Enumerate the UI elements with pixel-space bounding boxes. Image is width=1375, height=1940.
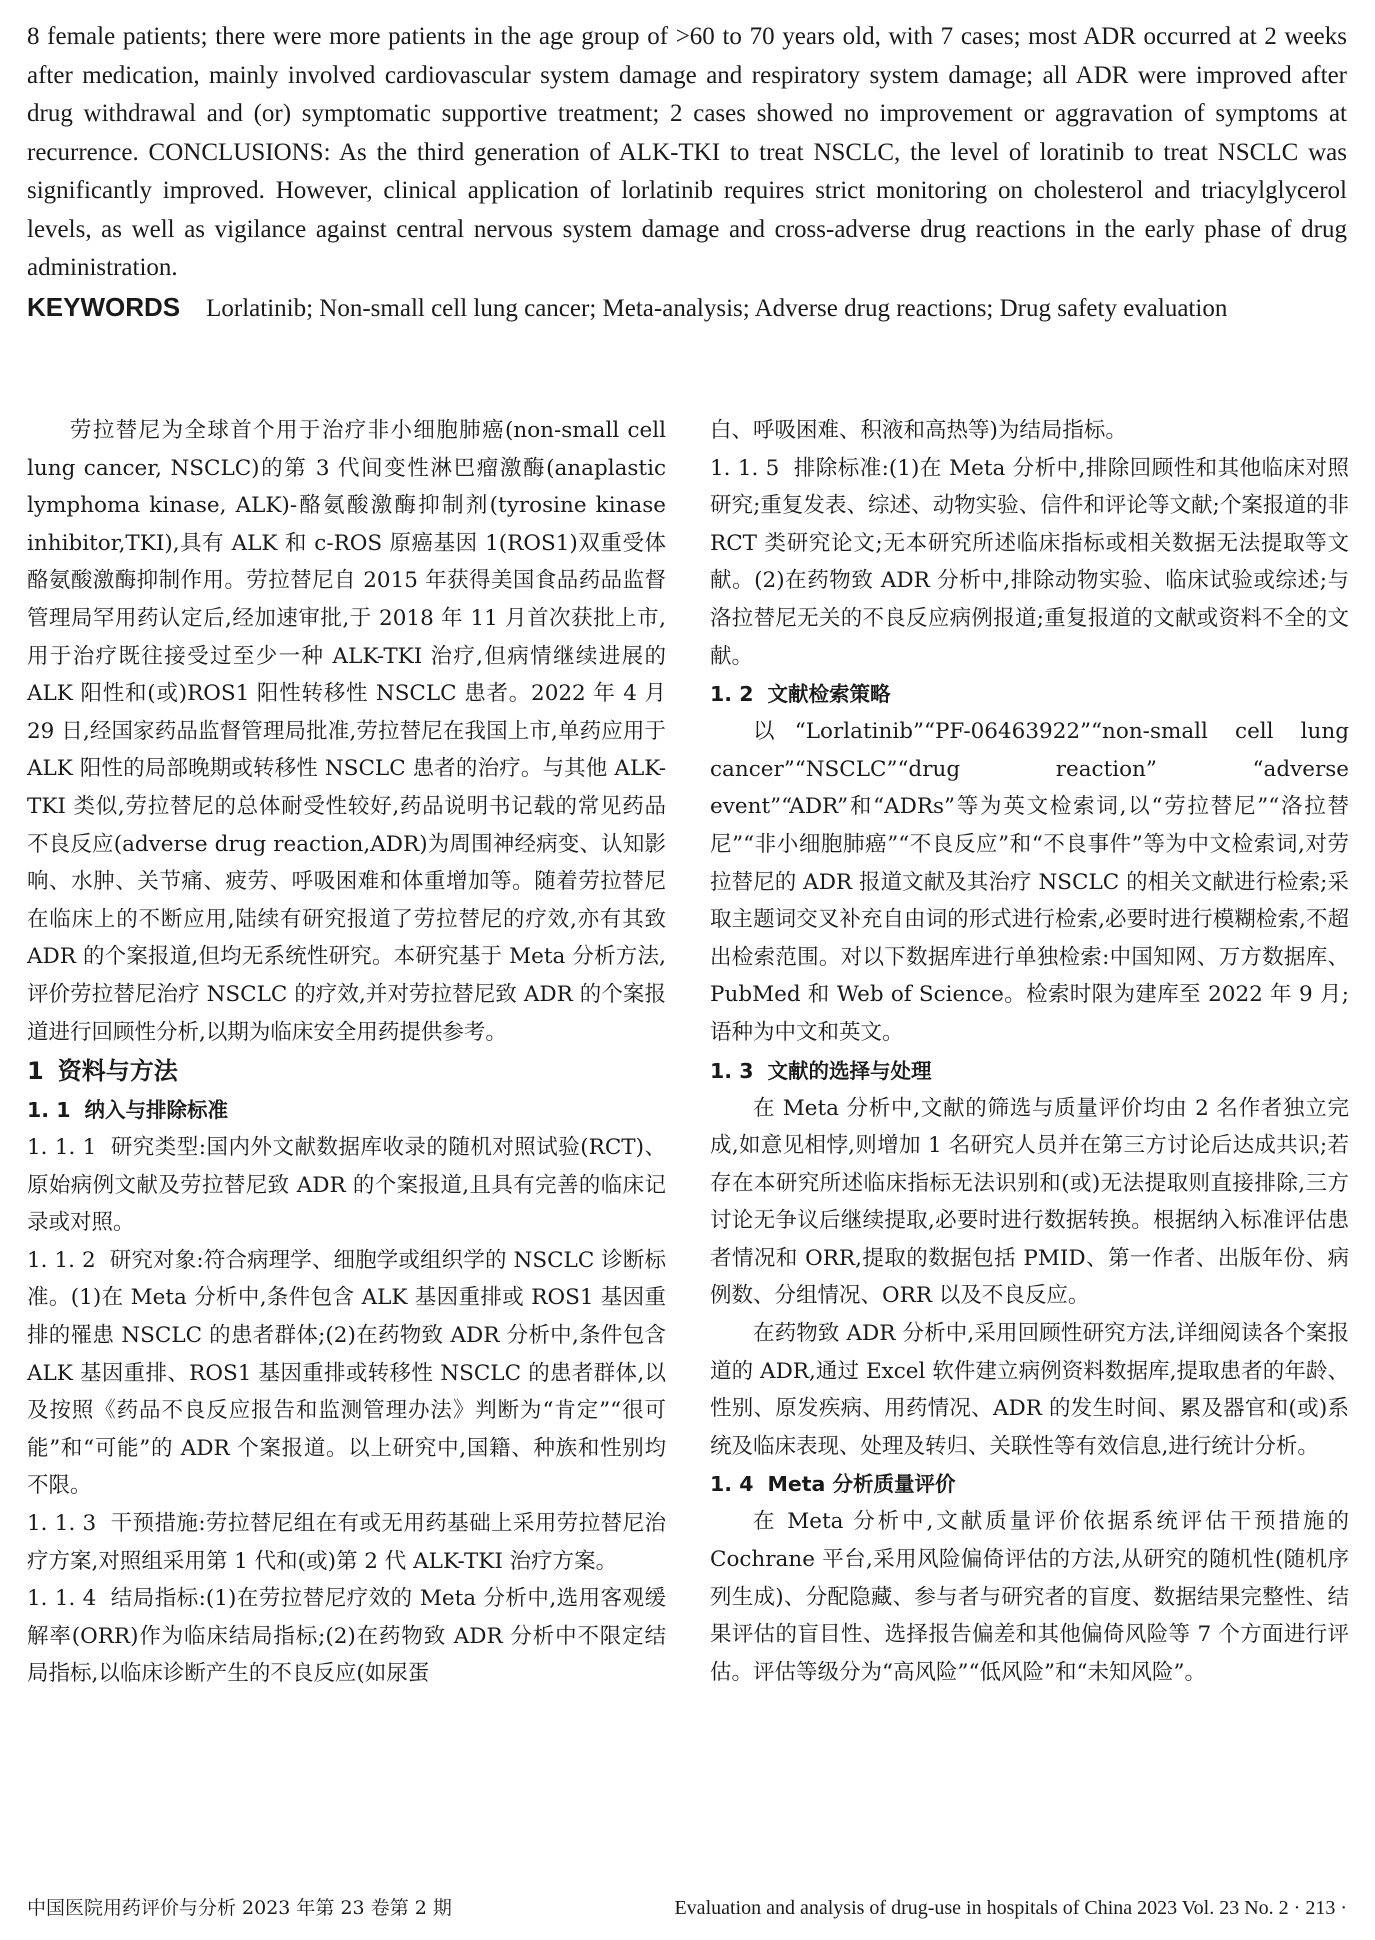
section-1-3-paragraph-1: 在 Meta 分析中,文献的筛选与质量评价均由 2 名作者独立完成,如意见相悖,则增加 1 名研究人员并在第三方讨论后达成共识;若存在本研究所述临床指标无法识别和(或)无法提取则直接排除,三方讨论无争议后继续提取,必要时进行数据转换。根据纳入标准评估患者情况和 ORR,提取的数据包括 PMID、第一作者、出版年份、病例数、分组情况、ORR 以及不良反应。 xyxy=(710,1095,1349,1309)
keywords-line xyxy=(27,288,1347,329)
paragraph-1-1-2 xyxy=(27,1242,666,1505)
footer-journal-english: Evaluation and analysis of drug-use in hospitals of China 2023 Vol. 23 No. 2 · 213 · xyxy=(674,1897,1347,1919)
section-1-2-text: 以“Lorlatinib”“PF-06463922”“non-small cell lung cancer”“NSCLC”“drug reaction” “adverse event”“ADR”和“ADRs”等为英文检索词,以“劳拉替尼”“洛拉替尼”“非小细胞肺癌”“不良反应”和“不良事件”等为中文检索词,对劳拉替尼的 ADR 报道文献及其治疗 NSCLC 的相关文献进行检索;采取主题词交叉补充自由词的形式进行检索,必要时进行模糊检索,不超出检索范围。对以下数据库进行单独检索:中国知网、万方数据库、PubMed 和 Web of Science。检索时限为建库至 2022 年 9 月;语种为中文和英文。 xyxy=(710,719,1349,1045)
right-column xyxy=(710,412,1349,1691)
section-1-1-heading xyxy=(27,1091,666,1129)
paragraph-1-1-1 xyxy=(27,1129,666,1242)
section-1-1-5-text: 排除标准:(1)在 Meta 分析中,排除回顾性和其他临床对照研究;重复发表、综述、动物实验、信件和评论等文献;个案报道的非 RCT 类研究论文;无本研究所述临床指标或相关数据无法提取等文献。(2)在药物致 ADR 分析中,排除动物实验、临床试验或综述;与洛拉替尼无关的不良反应病例报道;重复报道的文献或资料不全的文献。 xyxy=(710,455,1350,669)
keywords-text: Lorlatinib; Non-small cell lung cancer; Meta-analysis; Adverse drug reactions; Drug safety evaluation xyxy=(206,294,1228,322)
continued-paragraph: 白、呼吸困难、积液和高热等)为结局指标。 xyxy=(710,418,1127,443)
section-1-3-paragraph-2: 在药物致 ADR 分析中,采用回顾性研究方法,详细阅读各个案报道的 ADR,通过 Excel 软件建立病例资料数据库,提取患者的年龄、性别、原发疾病、用药情况、ADR 的发生时间、累及器官和(或)系统及临床表现、处理及转归、关联性等有效信息,进行统计分析。 xyxy=(710,1321,1349,1459)
keywords-label: KEYWORDS xyxy=(27,291,181,322)
section-1-1-title: 纳入与排除标准 xyxy=(84,1098,228,1123)
section-1-1-3-number: 1. 1. 3 xyxy=(27,1511,97,1537)
section-1-1-3-text: 干预措施:劳拉替尼组在有或无用药基础上采用劳拉替尼治疗方案,对照组采用第 1 代和(或)第 2 代 ALK-TKI 治疗方案。 xyxy=(27,1511,667,1574)
section-1-3-number: 1. 3 xyxy=(710,1058,754,1083)
section-1-1-4-number: 1. 1. 4 xyxy=(27,1586,97,1612)
section-1-1-2-number: 1. 1. 2 xyxy=(27,1247,96,1273)
section-1-heading xyxy=(27,1051,666,1091)
section-1-4-title: Meta 分析质量评价 xyxy=(767,1472,956,1497)
section-1-4-heading xyxy=(710,1465,1349,1503)
english-abstract xyxy=(27,18,1347,328)
section-1-1-number: 1. 1 xyxy=(27,1098,71,1123)
section-1-2-heading xyxy=(710,675,1349,713)
section-1-1-1-text: 研究类型:国内外文献数据库收录的随机对照试验(RCT)、原始病例文献及劳拉替尼致 ADR 的个案报道,且具有完善的临床记录或对照。 xyxy=(27,1135,666,1236)
section-1-4-text: 在 Meta 分析中,文献质量评价依据系统评估干预措施的 Cochrane 平台,采用风险偏倚评估的方法,从研究的随机性(随机序列生成)、分配隐藏、参与者与研究者的盲度、数据结果完整性、结果评估的盲目性、选择报告偏差和其他偏倚风险等 7 个方面进行评估。评估等级分为“高风险”“低风险”和“未知风险”。 xyxy=(710,1509,1349,1685)
section-1-1-1-number: 1. 1. 1 xyxy=(27,1135,97,1161)
section-1-1-2-text: 研究对象:符合病理学、细胞学或组织学的 NSCLC 诊断标准。(1)在 Meta 分析中,条件包含 ALK 基因重排或 ROS1 基因重排的罹患 NSCLC 的患者群体;(2)在药物致 ADR 分析中,条件包含 ALK 基因重排、ROS1 基因重排或转移性 NSCLC 的患者群体,以及按照《药品不良反应报告和监测管理办法》判断为“肯定”“很可能”和“可能”的 ADR 个案报道。以上研究中,国籍、种族和性别均不限。 xyxy=(27,1247,667,1499)
section-1-1-5-number: 1. 1. 5 xyxy=(710,455,780,481)
paragraph-1-1-5 xyxy=(710,450,1349,676)
intro-paragraph: 劳拉替尼为全球首个用于治疗非小细胞肺癌(non-small cell lung cancer, NSCLC)的第 3 代间变性淋巴瘤激酶(anaplastic lymphoma kinase, ALK)-酪氨酸激酶抑制剂(tyrosine kinase inhibitor,TKI),具有 ALK 和 c-ROS 原癌基因 1(ROS1)双重受体酪氨酸激酶抑制作用。劳拉替尼自 2015 年获得美国食品药品监督管理局罕用药认定后,经加速审批,于 2018 年 11 月首次获批上市,用于治疗既往接受过至少一种 ALK-TKI 治疗,但病情继续进展的 ALK 阳性和(或)ROS1 阳性转移性 NSCLC 患者。2022 年 4 月 29 日,经国家药品监督管理局批准,劳拉替尼在我国上市,单药应用于 ALK 阳性的局部晚期或转移性 NSCLC 患者的治疗。与其他 ALK-TKI 类似,劳拉替尼的总体耐受性较好,药品说明书记载的常见药品不良反应(adverse drug reaction,ADR)为周围神经病变、认知影响、水肿、关节痛、疲劳、呼吸困难和体重增加等。随着劳拉替尼在临床上的不断应用,陆续有研究报道了劳拉替尼的疗效,亦有其致 ADR 的个案报道,但均无系统性研究。本研究基于 Meta 分析方法,评价劳拉替尼治疗 NSCLC 的疗效,并对劳拉替尼致 ADR 的个案报道进行回顾性分析,以期为临床安全用药提供参考。 xyxy=(27,418,666,1045)
section-1-3-heading xyxy=(710,1052,1349,1090)
section-1-title: 资料与方法 xyxy=(57,1057,178,1086)
section-1-1-4-text: 结局指标:(1)在劳拉替尼疗效的 Meta 分析中,选用客观缓解率(ORR)作为临床结局指标;(2)在药物致 ADR 分析中不限定结局指标,以临床诊断产生的不良反应(如尿蛋 xyxy=(27,1586,667,1687)
section-1-number: 1 xyxy=(27,1057,44,1086)
section-1-2-number: 1. 2 xyxy=(710,682,754,707)
paragraph-1-1-3 xyxy=(27,1505,666,1580)
paragraph-1-1-4 xyxy=(27,1580,666,1693)
left-column xyxy=(27,412,666,1693)
section-1-3-title: 文献的选择与处理 xyxy=(767,1058,932,1083)
section-1-4-number: 1. 4 xyxy=(710,1472,754,1497)
footer-journal-chinese: 中国医院用药评价与分析 2023 年第 23 卷第 2 期 xyxy=(27,1897,452,1919)
section-1-2-title: 文献检索策略 xyxy=(767,682,891,707)
abstract-text: 8 female patients; there were more patients in the age group of >60 to 70 years old, with 7 cases; most ADR occurred at 2 weeks after medication, mainly involved cardiovascular system damage and respiratory system damage; all ADR were improved after drug withdrawal and (or) symptomatic supportive treatment; 2 cases showed no improvement or aggravation of symptoms at recurrence. CONCLUSIONS: As the third generation of ALK-TKI to treat NSCLC, the level of loratinib to treat NSCLC was significantly improved. However, clinical application of lorlatinib requires strict monitoring on cholesterol and triacylglycerol levels, as well as vigilance against central nervous system damage and cross-adverse drug reactions in the early phase of drug administration. xyxy=(27,23,1347,281)
